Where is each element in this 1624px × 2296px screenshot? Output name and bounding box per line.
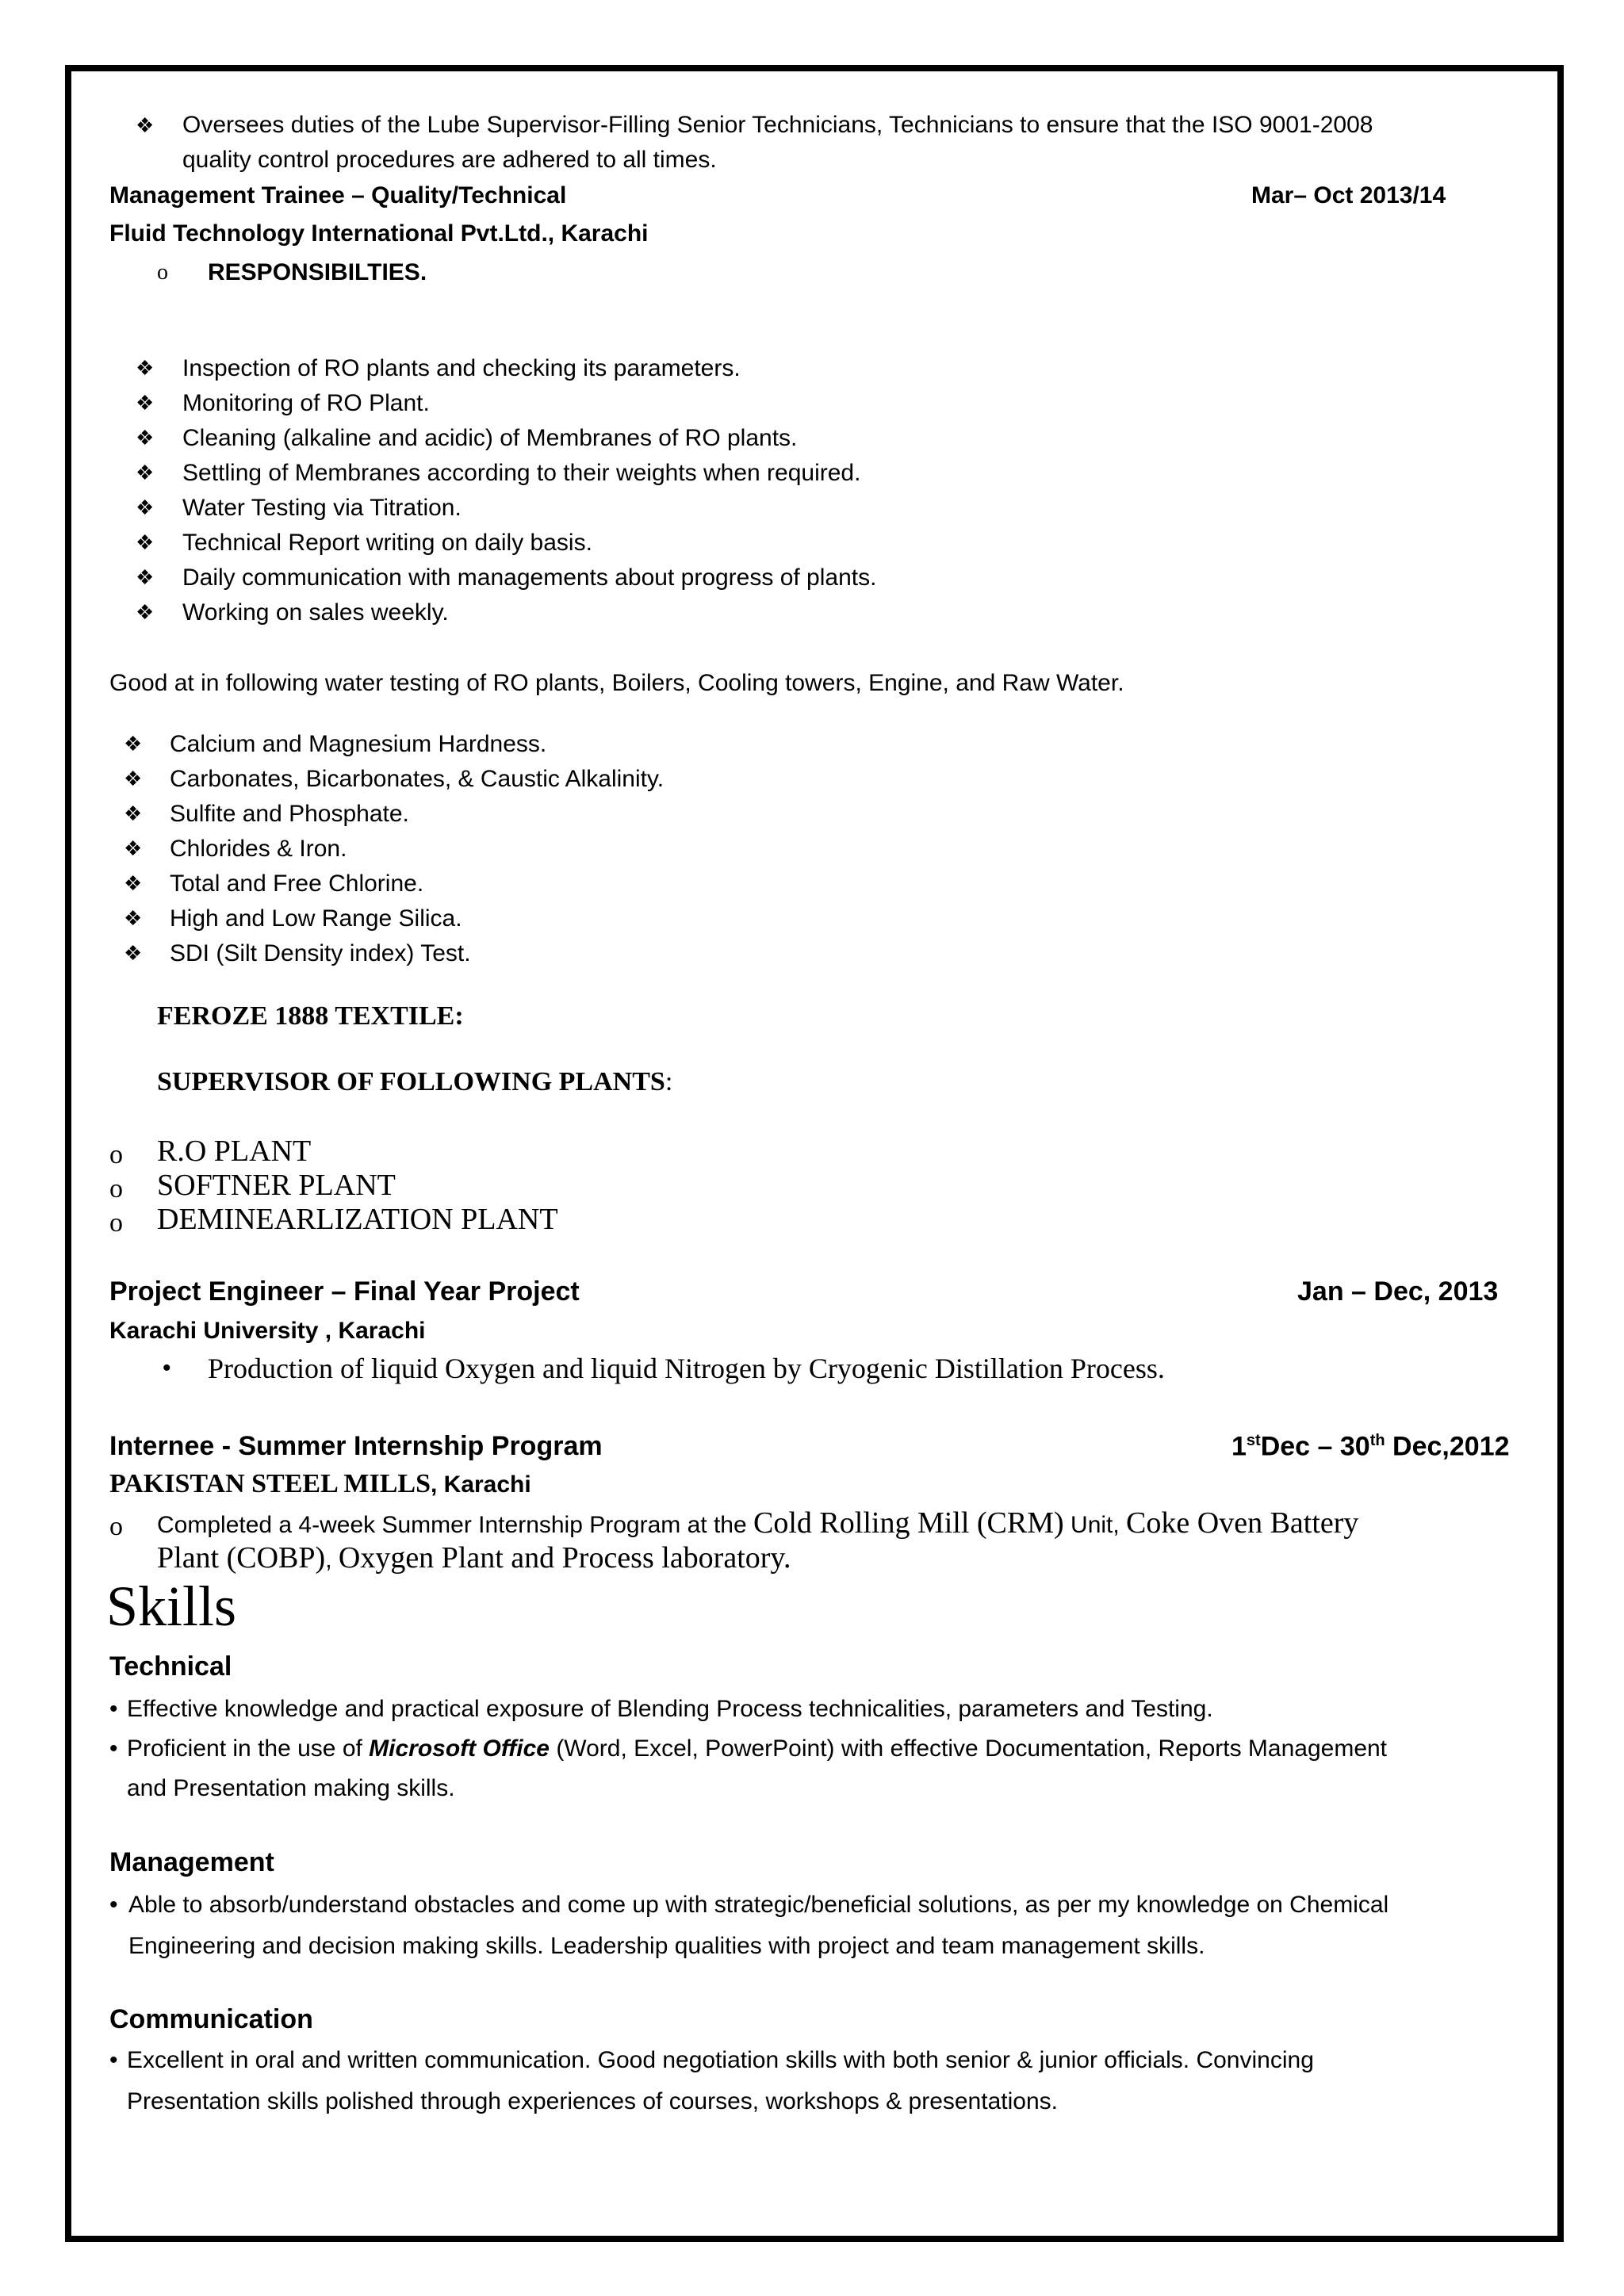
list-item: Inspection of RO plants and checking its parameters. xyxy=(182,355,741,381)
diamond-bullet-icon: ❖ xyxy=(136,461,155,484)
technical-item: Effective knowledge and practical exposure of Blending Process technicalities, parameters and Testing. xyxy=(127,1696,1213,1722)
communication-item: Excellent in oral and written communication. Good negotiation skills with both senior & junior officials. Convincing xyxy=(127,2047,1314,2073)
management-heading: Management xyxy=(109,1847,274,1877)
list-item: Working on sales weekly. xyxy=(182,599,449,626)
date-start-day: 1 xyxy=(1231,1431,1247,1462)
management-item: Able to absorb/understand obstacles and come up with strategic/beneficial solutions, as per my knowledge on Chemical xyxy=(128,1892,1389,1918)
communication-heading: Communication xyxy=(109,2004,313,2034)
diamond-bullet-icon: ❖ xyxy=(136,391,155,415)
list-item: Technical Report writing on daily basis. xyxy=(182,530,592,556)
list-item: R.O PLANT xyxy=(157,1135,312,1168)
management-item-cont: Engineering and decision making skills. Leadership qualities with project and team management skills. xyxy=(128,1933,1205,1959)
technical-heading: Technical xyxy=(109,1651,232,1682)
bullet-icon: • xyxy=(109,1892,118,1918)
testing-intro: Good at in following water testing of RO plants, Boilers, Cooling towers, Engine, and Raw Water. xyxy=(109,670,1124,696)
diamond-bullet-icon: ❖ xyxy=(136,426,155,450)
list-item: Total and Free Chlorine. xyxy=(170,871,424,897)
diamond-bullet-icon: ❖ xyxy=(124,906,143,930)
date-start-sup: st xyxy=(1246,1432,1261,1449)
list-item: High and Low Range Silica. xyxy=(170,905,462,932)
bullet-icon: • xyxy=(109,1696,118,1722)
list-item: Carbonates, Bicarbonates, & Caustic Alkalinity. xyxy=(170,766,665,792)
company-name: Karachi University , Karachi xyxy=(109,1318,426,1344)
communication-item-cont: Presentation skills polished through experiences of courses, workshops & presentations. xyxy=(127,2088,1058,2114)
desc-part: Unit, xyxy=(1063,1512,1127,1538)
internship-description-cont xyxy=(157,1543,791,1573)
circle-bullet-icon: o xyxy=(109,1140,123,1169)
responsibilities-heading: RESPONSIBILTIES. xyxy=(208,259,427,285)
top-bullet-text: Oversees duties of the Lube Supervisor-Filling Senior Technicians, Technicians to ensure that the ISO 9001-2008 xyxy=(182,112,1373,138)
diamond-bullet-icon: ❖ xyxy=(124,871,143,895)
diamond-bullet-icon: ❖ xyxy=(136,113,155,137)
list-item: DEMINEARLIZATION PLANT xyxy=(157,1203,558,1236)
desc-part: , xyxy=(325,1547,339,1573)
diamond-bullet-icon: ❖ xyxy=(124,836,143,860)
bullet-icon: • xyxy=(109,2047,118,2073)
desc-part: Coke Oven Battery xyxy=(1126,1506,1359,1540)
list-item: SDI (Silt Density index) Test. xyxy=(170,940,471,966)
internship-description xyxy=(157,1508,1358,1538)
text-part: Proficient in the use of xyxy=(127,1735,370,1762)
list-item: Cleaning (alkaline and acidic) of Membranes of RO plants. xyxy=(182,425,798,451)
microsoft-office-emphasis: Microsoft Office xyxy=(369,1735,550,1762)
diamond-bullet-icon: ❖ xyxy=(136,600,155,624)
supervisor-colon: : xyxy=(665,1067,673,1096)
diamond-bullet-icon: ❖ xyxy=(136,356,155,380)
list-item: SOFTNER PLANT xyxy=(157,1169,396,1202)
diamond-bullet-icon: ❖ xyxy=(124,767,143,790)
job-title: Project Engineer – Final Year Project xyxy=(109,1276,580,1307)
date-end-sup: th xyxy=(1369,1432,1385,1449)
company-name-city: , Karachi xyxy=(430,1471,531,1498)
list-item: Calcium and Magnesium Hardness. xyxy=(170,731,547,757)
feroze-heading: FEROZE 1888 TEXTILE: xyxy=(157,1001,464,1031)
circle-bullet-icon: o xyxy=(157,260,168,285)
list-item: Settling of Membranes according to their weights when required. xyxy=(182,460,861,486)
list-item: Monitoring of RO Plant. xyxy=(182,390,430,416)
list-item: Chlorides & Iron. xyxy=(170,836,347,862)
diamond-bullet-icon: ❖ xyxy=(136,496,155,519)
job-date: Mar– Oct 2013/14 xyxy=(1251,182,1446,209)
date-mid: Dec – 30 xyxy=(1260,1431,1370,1462)
circle-bullet-icon: o xyxy=(109,1208,123,1238)
company-name-main: PAKISTAN STEEL MILLS xyxy=(109,1469,431,1498)
list-item: Water Testing via Titration. xyxy=(182,495,462,521)
job-date: Jan – Dec, 2013 xyxy=(1297,1276,1499,1307)
bullet-icon: • xyxy=(109,1735,118,1762)
technical-item-cont: and Presentation making skills. xyxy=(127,1775,455,1801)
list-item: Sulfite and Phosphate. xyxy=(170,801,409,827)
company-name: Fluid Technology International Pvt.Ltd., Karachi xyxy=(109,220,649,247)
desc-part: Completed a 4-week Summer Internship Program at the xyxy=(157,1512,754,1538)
bullet-icon: • xyxy=(163,1355,171,1381)
technical-item xyxy=(127,1737,1387,1761)
date-end: Dec,2012 xyxy=(1385,1431,1510,1462)
desc-part: Cold Rolling Mill (CRM) xyxy=(753,1506,1064,1540)
text-part: (Word, Excel, PowerPoint) with effective Documentation, Reports Management xyxy=(549,1735,1388,1762)
job-title: Management Trainee – Quality/Technical xyxy=(109,182,567,209)
company-name xyxy=(109,1471,531,1498)
diamond-bullet-icon: ❖ xyxy=(124,802,143,825)
list-item: Daily communication with managements about progress of plants. xyxy=(182,564,877,591)
supervisor-heading xyxy=(157,1069,672,1096)
circle-bullet-icon: o xyxy=(109,1174,123,1203)
diamond-bullet-icon: ❖ xyxy=(136,530,155,554)
diamond-bullet-icon: ❖ xyxy=(124,732,143,756)
diamond-bullet-icon: ❖ xyxy=(136,565,155,589)
job-date xyxy=(1231,1433,1510,1460)
diamond-bullet-icon: ❖ xyxy=(124,941,143,965)
supervisor-heading-text: SUPERVISOR OF FOLLOWING PLANTS xyxy=(157,1067,665,1096)
circle-bullet-icon: o xyxy=(109,1512,123,1541)
desc-part: Oxygen Plant and Process laboratory. xyxy=(338,1541,791,1575)
project-description: Production of liquid Oxygen and liquid Nitrogen by Cryogenic Distillation Process. xyxy=(208,1353,1165,1384)
top-bullet-text-cont: quality control procedures are adhered to all times. xyxy=(182,147,717,173)
skills-heading: Skills xyxy=(106,1575,237,1638)
desc-part: Plant (COBP) xyxy=(157,1541,326,1575)
job-title: Internee - Summer Internship Program xyxy=(109,1431,603,1461)
